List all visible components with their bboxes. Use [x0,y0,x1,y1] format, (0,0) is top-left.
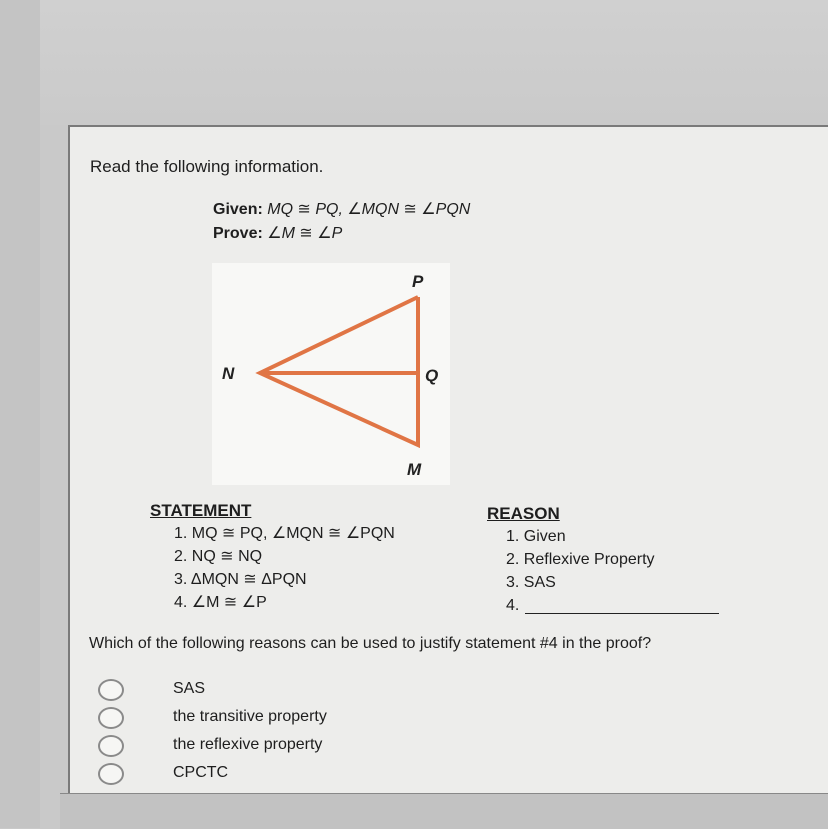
option-transitive-property[interactable] [98,704,418,732]
vertex-label-q: Q [425,366,439,385]
reason-1: 1. Given [506,528,566,545]
statement-list [174,522,395,614]
vertex-label-p: P [412,272,424,291]
background-left [0,0,40,828]
statement-header: STATEMENT [150,501,252,520]
prove-statement [213,223,342,243]
reason-3: 3. SAS [506,574,556,591]
given-label: Given: [213,201,263,218]
option-label: the transitive property [173,708,327,725]
answer-options [98,676,418,788]
background-top [0,0,828,125]
reason-header: REASON [487,504,560,523]
radio-button[interactable] [98,735,124,757]
option-cpctc[interactable] [98,760,418,788]
option-label: SAS [173,680,206,697]
given-statement [213,199,470,219]
statement-3: 3. ΔMQN ≅ ΔPQN [174,571,307,588]
option-reflexive-property[interactable] [98,732,418,760]
option-sas[interactable] [98,676,418,704]
question-text: Which of the following reasons can be used to justify statement #4 in the proof? [89,635,652,652]
reason-list [506,525,719,617]
reason-4-blank [525,613,719,614]
reason-4-row [506,594,719,617]
option-label: CPCTC [173,764,229,781]
prove-value: ∠M ≅ ∠P [267,225,343,242]
radio-button[interactable] [98,707,124,729]
triangle-figure [212,263,450,485]
radio-button[interactable] [98,679,124,701]
radio-button[interactable] [98,763,124,785]
triangle-diagram [212,263,450,485]
reason-4: 4. [506,597,520,614]
option-label: the reflexive property [173,736,323,753]
vertex-label-n: N [222,364,235,383]
card-bottom-edge [60,793,828,829]
intro-text: Read the following information. [90,157,324,176]
statement-2: 2. NQ ≅ NQ [174,548,263,565]
statement-1: 1. MQ ≅ PQ, ∠MQN ≅ ∠PQN [174,525,395,542]
prove-label: Prove: [213,225,263,242]
reason-2: 2. Reflexive Property [506,551,655,568]
given-value: MQ ≅ PQ, ∠MQN ≅ ∠PQN [267,201,471,218]
vertex-label-m: M [407,460,422,479]
statement-4: 4. ∠M ≅ ∠P [174,594,267,611]
